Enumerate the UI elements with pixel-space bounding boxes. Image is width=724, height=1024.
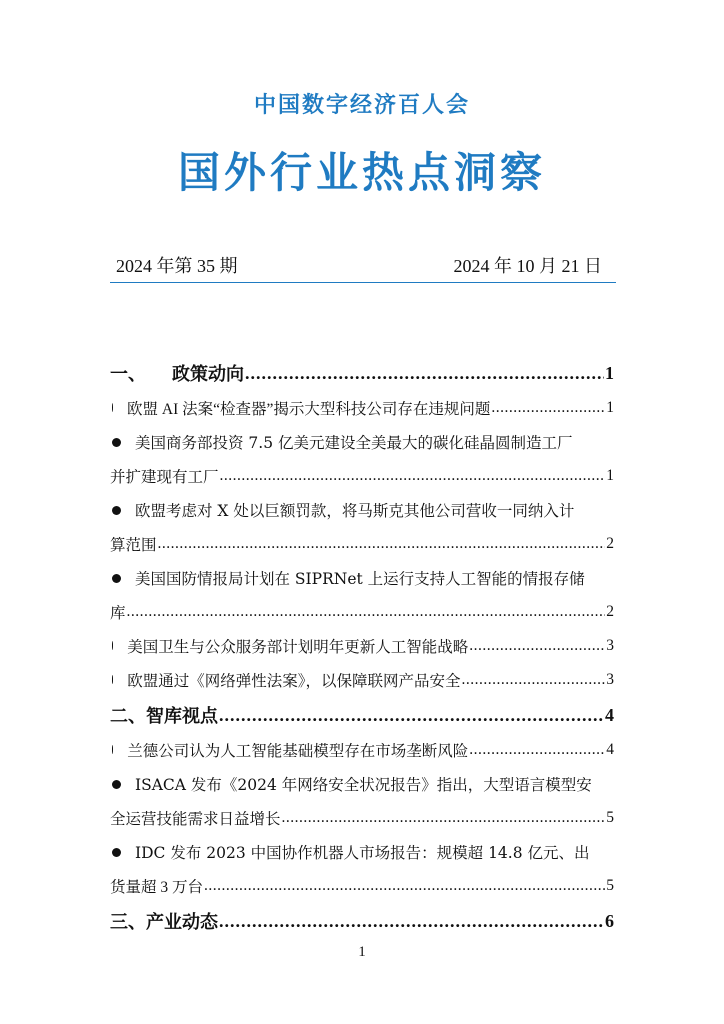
bullet-icon <box>112 574 121 583</box>
issue-date: 2024 年 10 月 21 日 <box>453 256 602 276</box>
page-ref: 1 <box>605 362 614 383</box>
toc-item[interactable] <box>110 835 614 903</box>
page-ref: 1 <box>606 467 614 484</box>
leader-dots <box>127 603 606 621</box>
leader-dots <box>204 877 605 895</box>
toc-item-text-cont: 库 <box>110 605 126 622</box>
toc-item[interactable] <box>110 425 614 493</box>
leader-dots <box>469 637 605 655</box>
leader-dots <box>491 399 605 417</box>
toc-section-policy[interactable] <box>110 355 614 391</box>
leader-dots <box>462 671 606 689</box>
toc-item[interactable] <box>110 767 614 835</box>
section-label: 政策动向 <box>172 364 244 384</box>
leader-dots <box>158 535 606 553</box>
bullet-icon <box>112 506 121 515</box>
leader-dots <box>282 809 606 827</box>
toc-item-text: 美国商务部投资 7.5 亿美元建设全美最大的碳化硅晶圆制造工厂 <box>135 434 573 452</box>
toc-item-text: 美国国防情报局计划在 SIPRNet 上运行支持人工智能的情报存储 <box>135 570 585 588</box>
page-ref: 6 <box>605 910 614 931</box>
leader-dots <box>219 911 604 932</box>
page-ref: 5 <box>606 877 614 894</box>
page-ref: 1 <box>606 399 614 416</box>
toc-item-text-cont: 并扩建现有工厂 <box>110 469 219 486</box>
toc-item[interactable] <box>110 733 614 767</box>
toc-item-text: IDC 发布 2023 中国协作机器人市场报告：规模超 14.8 亿元、出 <box>135 844 590 862</box>
page-ref: 2 <box>606 535 614 552</box>
toc-item[interactable] <box>110 663 614 697</box>
section-label: 三、产业动态 <box>110 912 218 932</box>
table-of-contents <box>110 355 614 939</box>
header-divider <box>110 282 616 283</box>
bullet-icon <box>112 641 113 650</box>
leader-dots <box>220 467 606 485</box>
issue-number: 2024 年第 35 期 <box>116 256 238 276</box>
bullet-icon <box>112 675 113 684</box>
toc-item-text: 欧盟通过《网络弹性法案》，以保障联网产品安全 <box>127 673 461 690</box>
page-ref: 3 <box>606 637 614 654</box>
toc-item-text-cont: 算范围 <box>110 537 157 554</box>
section-label: 二、智库视点 <box>110 706 218 726</box>
leader-dots <box>245 363 604 384</box>
toc-item[interactable] <box>110 561 614 629</box>
section-number: 一、 <box>110 364 146 384</box>
toc-item-text: ISACA 发布《2024 年网络安全状况报告》指出，大型语言模型安 <box>135 776 592 794</box>
toc-section-industry[interactable] <box>110 903 614 939</box>
toc-item-text-cont: 全运营技能需求日益增长 <box>110 811 281 828</box>
bullet-icon <box>112 438 121 447</box>
bullet-icon <box>112 403 113 412</box>
leader-dots <box>219 705 604 726</box>
bullet-icon <box>112 848 121 857</box>
org-name: 中国数字经济百人会 <box>253 93 470 118</box>
leader-dots <box>469 741 605 759</box>
page-number: 1 <box>358 944 366 960</box>
toc-item[interactable] <box>110 629 614 663</box>
page-ref: 4 <box>605 704 614 725</box>
bullet-icon <box>112 745 113 754</box>
bullet-icon <box>112 780 121 789</box>
report-title: 国外行业热点洞察 <box>177 148 546 197</box>
page-ref: 5 <box>606 809 614 826</box>
toc-item[interactable] <box>110 391 614 425</box>
toc-item-text: 美国卫生与公众服务部计划明年更新人工智能战略 <box>127 639 469 656</box>
page-ref: 4 <box>606 741 614 758</box>
page-ref: 3 <box>606 671 614 688</box>
toc-section-think-tank[interactable] <box>110 697 614 733</box>
page-ref: 2 <box>606 603 614 620</box>
toc-item-text: 兰德公司认为人工智能基础模型存在市场垄断风险 <box>127 743 469 760</box>
toc-item[interactable] <box>110 493 614 561</box>
toc-item-text: 欧盟考虑对 X 处以巨额罚款，将马斯克其他公司营收一同纳入计 <box>135 502 575 520</box>
toc-item-text-cont: 货量超 3 万台 <box>110 879 204 896</box>
toc-item-text: 欧盟 AI 法案“检查器”揭示大型科技公司存在违规问题 <box>127 401 491 418</box>
